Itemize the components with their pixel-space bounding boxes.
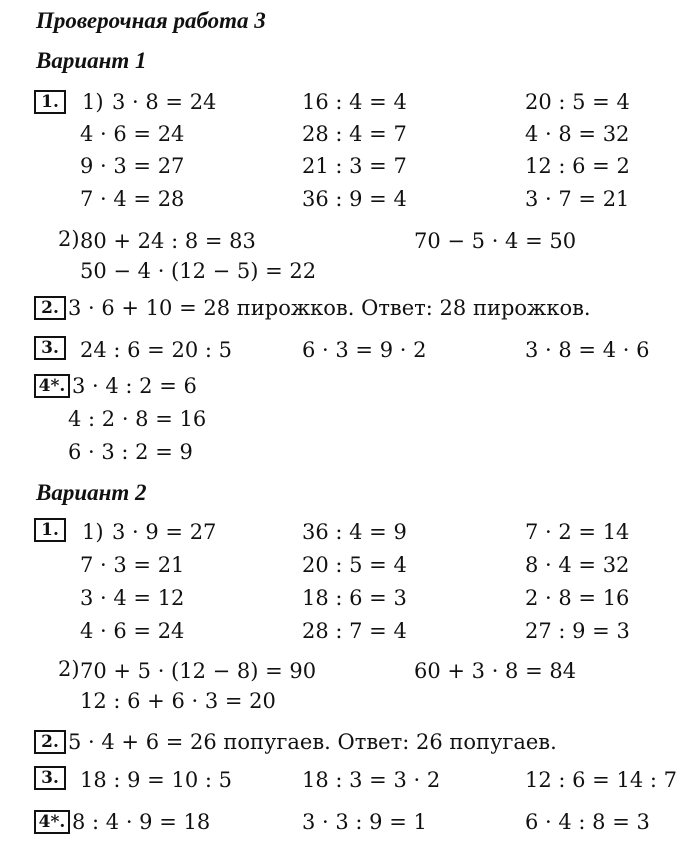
v1-task3-label: 3. bbox=[34, 336, 66, 360]
v1-t1-c1-r4: 7 · 4 = 28 bbox=[80, 187, 185, 211]
v2-t4-item2: 3 · 3 : 9 = 1 bbox=[302, 810, 427, 834]
page-title: Проверочная работа 3 bbox=[36, 8, 266, 33]
v1-t1-c3-r2: 4 · 8 = 32 bbox=[525, 122, 630, 146]
v1-t1-c1-r2: 4 · 6 = 24 bbox=[80, 122, 185, 146]
v1-t1-c3-r3: 12 : 6 = 2 bbox=[525, 154, 630, 178]
v2-t1-c3-r1: 7 · 2 = 14 bbox=[525, 520, 630, 544]
v1-t3-item2: 6 · 3 = 9 · 2 bbox=[302, 338, 427, 362]
v2-t4-item3: 6 · 4 : 8 = 3 bbox=[525, 810, 650, 834]
v2-t1-c2-r3: 18 : 6 = 3 bbox=[302, 586, 407, 610]
v2-t1-c3-r2: 8 · 4 = 32 bbox=[525, 553, 630, 577]
v2-t4-item1: 8 : 4 · 9 = 18 bbox=[72, 810, 211, 834]
v1-task1-label: 1. bbox=[34, 90, 66, 114]
v1-t4-line1: 3 · 4 : 2 = 6 bbox=[72, 374, 197, 398]
v1-t1-c2-r3: 21 : 3 = 7 bbox=[302, 154, 407, 178]
v2-task4-label: 4*. bbox=[34, 810, 70, 834]
v1-t1-c3-r4: 3 · 7 = 21 bbox=[525, 187, 630, 211]
v2-task2-label: 2. bbox=[34, 730, 66, 754]
v2-t1-part2-a: 70 + 5 · (12 − 8) = 90 bbox=[80, 659, 317, 683]
v1-task1-part2-prefix: 2) bbox=[58, 227, 80, 251]
v2-task1-label: 1. bbox=[34, 518, 66, 542]
v2-t1-c1-r1: 3 · 9 = 27 bbox=[112, 520, 217, 544]
variant2-heading: Вариант 2 bbox=[36, 480, 147, 505]
v2-t3-item2: 18 : 3 = 3 · 2 bbox=[302, 768, 441, 792]
v2-t1-c2-r1: 36 : 4 = 9 bbox=[302, 520, 407, 544]
v2-t1-c1-r3: 3 · 4 = 12 bbox=[80, 586, 185, 610]
v1-t1-part2-a: 80 + 24 : 8 = 83 bbox=[80, 229, 256, 253]
v2-t1-c1-r4: 4 · 6 = 24 bbox=[80, 619, 185, 643]
v2-t1-part2-b: 60 + 3 · 8 = 84 bbox=[414, 659, 577, 683]
v2-t1-c3-r4: 27 : 9 = 3 bbox=[525, 619, 630, 643]
v2-t3-item1: 18 : 9 = 10 : 5 bbox=[80, 768, 232, 792]
v1-task2-text: 3 · 6 + 10 = 28 пирожков. Ответ: 28 пирожков. bbox=[68, 296, 591, 320]
v2-task1-part1-prefix: 1) bbox=[82, 520, 104, 544]
v2-t3-item3: 12 : 6 = 14 : 7 bbox=[525, 768, 677, 792]
v1-t3-item3: 3 · 8 = 4 · 6 bbox=[525, 338, 650, 362]
v1-t3-item1: 24 : 6 = 20 : 5 bbox=[80, 338, 232, 362]
v1-t1-c1-r3: 9 · 3 = 27 bbox=[80, 154, 185, 178]
v1-t1-c2-r1: 16 : 4 = 4 bbox=[302, 90, 407, 114]
v1-task4-label: 4*. bbox=[34, 374, 70, 398]
v2-task3-label: 3. bbox=[34, 766, 66, 790]
v2-t1-c1-r2: 7 · 3 = 21 bbox=[80, 553, 185, 577]
v1-task1-part1-prefix: 1) bbox=[82, 90, 104, 114]
variant1-heading: Вариант 1 bbox=[36, 48, 147, 73]
v1-t1-part2-b: 70 − 5 · 4 = 50 bbox=[414, 229, 577, 253]
v1-t1-c2-r4: 36 : 9 = 4 bbox=[302, 187, 407, 211]
v2-t1-c2-r2: 20 : 5 = 4 bbox=[302, 553, 407, 577]
v1-t4-line3: 6 · 3 : 2 = 9 bbox=[68, 440, 193, 464]
v1-task2-label: 2. bbox=[34, 296, 66, 320]
v1-t1-c3-r1: 20 : 5 = 4 bbox=[525, 90, 630, 114]
v2-t1-part2-c: 12 : 6 + 6 · 3 = 20 bbox=[80, 689, 276, 713]
v2-task1-part2-prefix: 2) bbox=[58, 657, 80, 681]
v2-t1-c3-r3: 2 · 8 = 16 bbox=[525, 586, 630, 610]
v2-t1-c2-r4: 28 : 7 = 4 bbox=[302, 619, 407, 643]
v1-t4-line2: 4 : 2 · 8 = 16 bbox=[68, 407, 207, 431]
v2-task2-text: 5 · 4 + 6 = 26 попугаев. Ответ: 26 попугаев. bbox=[68, 730, 557, 754]
v1-t1-c2-r2: 28 : 4 = 7 bbox=[302, 122, 407, 146]
v1-t1-c1-r1: 3 · 8 = 24 bbox=[112, 90, 217, 114]
v1-t1-part2-c: 50 − 4 · (12 − 5) = 22 bbox=[80, 259, 317, 283]
